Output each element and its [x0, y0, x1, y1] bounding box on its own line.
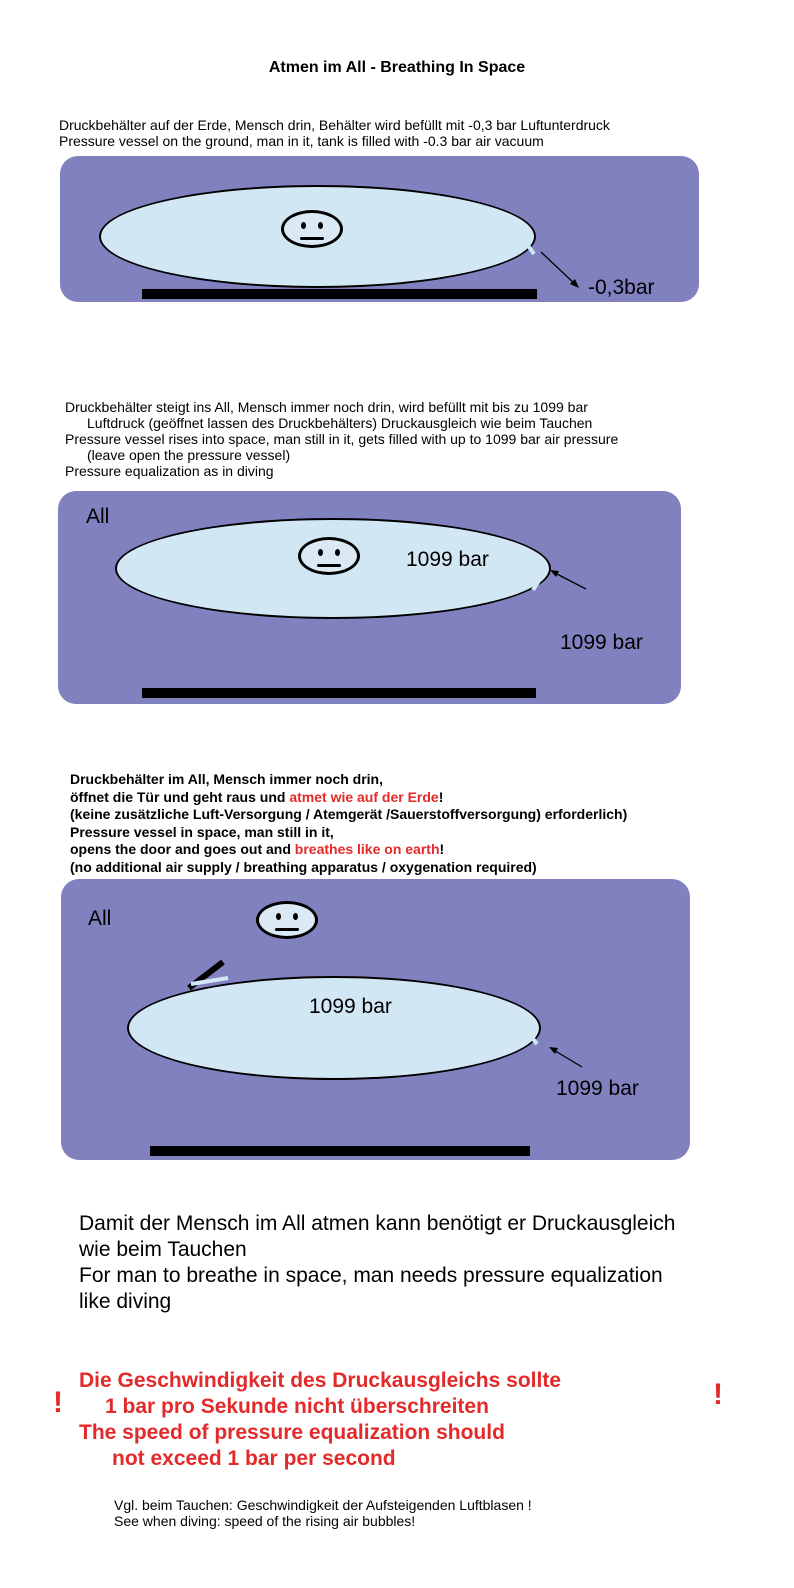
page-title: Atmen im All - Breathing In Space — [268, 59, 526, 76]
section3-line2-text: öffnet die Tür und geht raus und — [70, 788, 290, 805]
section3-inside-pressure-label: 1099 bar — [309, 995, 392, 1018]
section2-line1: Druckbehälter steigt ins All, Mensch immer noch drin, wird befüllt mit bis zu 1099 bar — [65, 399, 588, 415]
section1-arrow-line — [541, 252, 577, 286]
section2-arrow-line — [553, 572, 586, 589]
section3-arrow-head — [549, 1047, 558, 1054]
section2-line5: Pressure equalization as in diving — [65, 463, 274, 479]
warning-line3: The speed of pressure equalization should — [79, 1421, 505, 1444]
section3-vessel-opening — [530, 1035, 537, 1044]
footnote — [114, 1497, 714, 1529]
section2-line3: Pressure vessel rises into space, man still in it, gets filled with up to 1099 bar air pressure — [65, 431, 619, 447]
section2-outside-pressure-label: 1099 bar — [560, 631, 643, 654]
section3-line1: Druckbehälter im All, Mensch immer noch drin, — [70, 771, 383, 787]
section1-text-en: Pressure vessel on the ground, man in it, tank is filled with -0.3 bar air vacuum — [59, 133, 544, 149]
section1-text-de: Druckbehälter auf der Erde, Mensch drin, Behälter wird befüllt mit -0,3 bar Luftunterdruck — [59, 117, 610, 133]
section3-space-label: All — [88, 907, 112, 930]
section3-line2-highlight: atmet wie auf der Erde — [289, 788, 439, 805]
section3-line2-end: ! — [438, 788, 444, 805]
section2-vessel-opening — [533, 579, 540, 590]
section3-line5-highlight: breathes like on earth — [294, 841, 440, 857]
conclusion-line2: wie beim Tauchen — [79, 1238, 247, 1261]
warning-line1: Die Geschwindigkeit des Druckausgleichs sollte — [79, 1369, 561, 1392]
section1-pressure-label: -0,3bar — [588, 276, 655, 299]
section1-vessel-opening — [527, 244, 534, 254]
section3-outside-pressure-label: 1099 bar — [556, 1077, 639, 1100]
section2-space-label: All — [86, 505, 110, 528]
section3-arrow-line — [552, 1049, 582, 1067]
footnote-line2: See when diving: speed of the rising air bubbles! — [114, 1513, 416, 1529]
section3-line4: Pressure vessel in space, man still in it, — [70, 823, 334, 840]
conclusion-line4: like diving — [79, 1290, 172, 1313]
section2-line4: (leave open the pressure vessel) — [87, 447, 291, 463]
section3-line3: (keine zusätzliche Luft-Versorgung / Atemgerät /Sauerstoffversorgung) erforderlich) — [70, 806, 628, 822]
footnote-line1: Vgl. beim Tauchen: Geschwindigkeit der Aufsteigenden Luftblasen ! — [114, 1497, 532, 1513]
section3-line6: (no additional air supply / breathing apparatus / oxygenation required) — [70, 858, 537, 875]
warning-line2: 1 bar pro Sekunde nicht überschreiten — [105, 1395, 489, 1418]
section3-line5-end: ! — [439, 841, 445, 857]
warning-exclamation-right: ! — [713, 1378, 723, 1411]
warning-line4: not exceed 1 bar per second — [112, 1447, 396, 1470]
warning-exclamation-left: ! — [53, 1386, 63, 1419]
conclusion-line1: Damit der Mensch im All atmen kann benötigt er Druckausgleich — [79, 1212, 676, 1235]
section2-arrow-head — [550, 570, 559, 577]
conclusion-text — [79, 1211, 779, 1315]
section3-line5-text: opens the door and goes out and — [70, 841, 295, 857]
section2-line2: Luftdruck (geöffnet lassen des Druckbehälters) Druckausgleich wie beim Tauchen — [87, 415, 593, 431]
warning-text — [79, 1368, 699, 1472]
section2-inside-pressure-label: 1099 bar — [406, 548, 489, 571]
conclusion-line3: For man to breathe in space, man needs pressure equalization — [79, 1264, 663, 1287]
